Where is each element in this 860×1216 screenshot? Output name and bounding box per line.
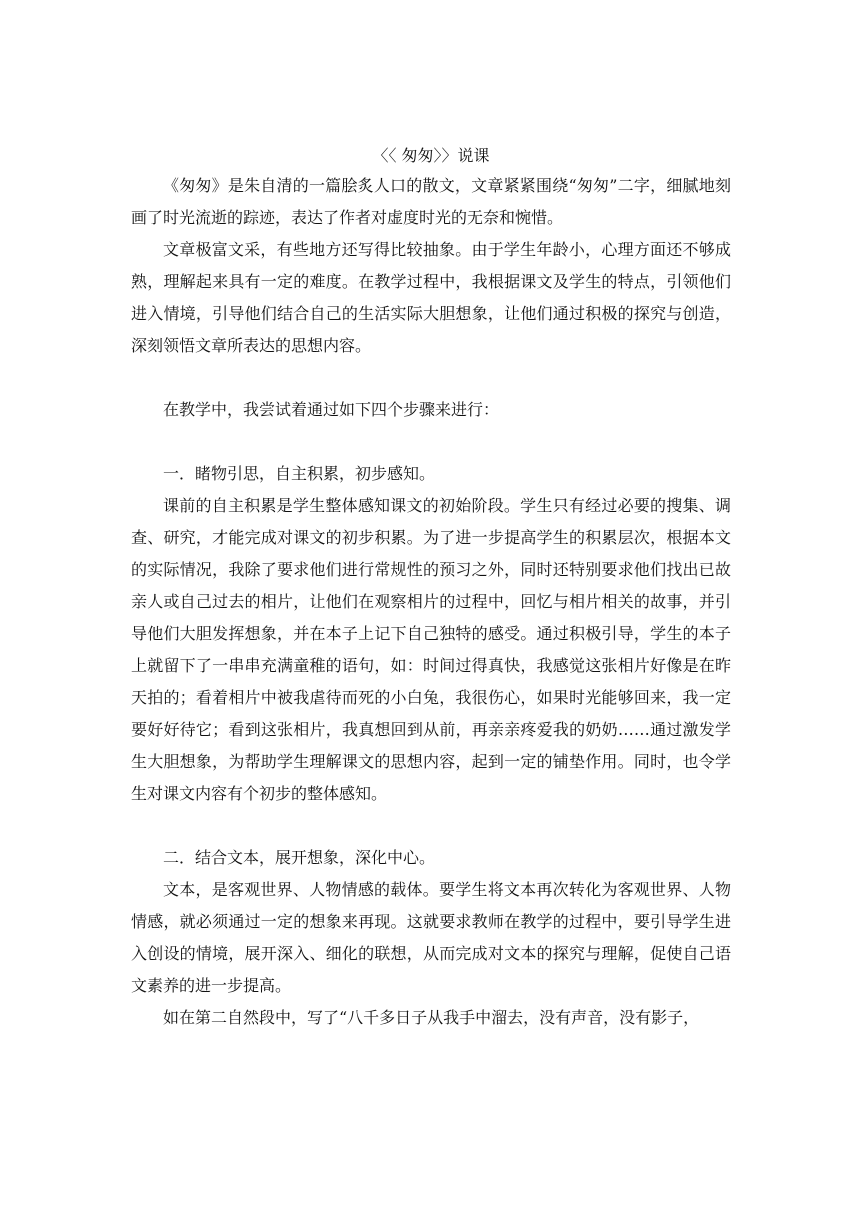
section-heading: 一．睹物引思，自主积累，初步感知。 <box>163 464 436 483</box>
document-title: 〈〈 匆匆〉〉说课 <box>372 146 490 165</box>
body-paragraph: 文本，是客观世界、人物情感的载体。要学生将文本再次转化为客观世界、人物情感，就必须通过一定的想象来再现。这就要求教师在教学的过程中，要引导学生进入创设的情境，展开深入、细化的联想，从而完成对文本的探究与理解，促使自己语文素养的进一步提高。 <box>131 880 731 995</box>
body-paragraph: 在教学中，我尝试着通过如下四个步骤来进行： <box>163 400 500 419</box>
section-heading: 二．结合文本，展开想象，深化中心。 <box>163 848 436 867</box>
body-paragraph: 文章极富文采，有些地方还写得比较抽象。由于学生年龄小，心理方面还不够成熟，理解起来具有一定的难度。在教学过程中，我根据课文及学生的特点，引领他们进入情境，引导他们结合自己的生活实际大胆想象，让他们通过积极的探究与创造，深刻领悟文章所表达的思想内容。 <box>131 240 731 355</box>
paragraph-spacer <box>131 426 731 458</box>
paragraph-spacer <box>131 362 731 394</box>
body-paragraph: 如在第二自然段中，写了“八千多日子从我手中溜去，没有声音，没有影子， <box>163 1008 700 1027</box>
paragraph-spacer <box>131 810 731 842</box>
body-paragraph: 课前的自主积累是学生整体感知课文的初始阶段。学生只有经过必要的搜集、调查、研究，才能完成对课文的初步积累。为了进一步提高学生的积累层次，根据本文的实际情况，我除了要求他们进行常规性的预习之外，同时还特别要求他们找出已故亲人或自己过去的相片，让他们在观察相片的过程中，回忆与相片相关的故事，并引导他们大胆发挥想象，并在本子上记下自己独特的感受。通过积极引导，学生的本子上就留下了一串串充满童稚的语句，如：时间过得真快，我感觉这张相片好像是在昨天拍的；看着相片中被我虐待而死的小白兔，我很伤心，如果时光能够回来，我一定要好好待它；看到这张相片，我真想回到从前，再亲亲疼爱我的奶奶……通过激发学生大胆想象，为帮助学生理解课文的思想内容，起到一定的铺垫作用。同时，也令学生对课文内容有个初步的整体感知。 <box>131 496 731 803</box>
document-body <box>131 142 731 1034</box>
intro-paragraph: 《匆匆》是朱自清的一篇脍炙人口的散文，文章紧紧围绕“匆匆”二字，细腻地刻画了时光流逝的踪迹，表达了作者对虚度时光的无奈和惋惜。 <box>131 176 731 227</box>
